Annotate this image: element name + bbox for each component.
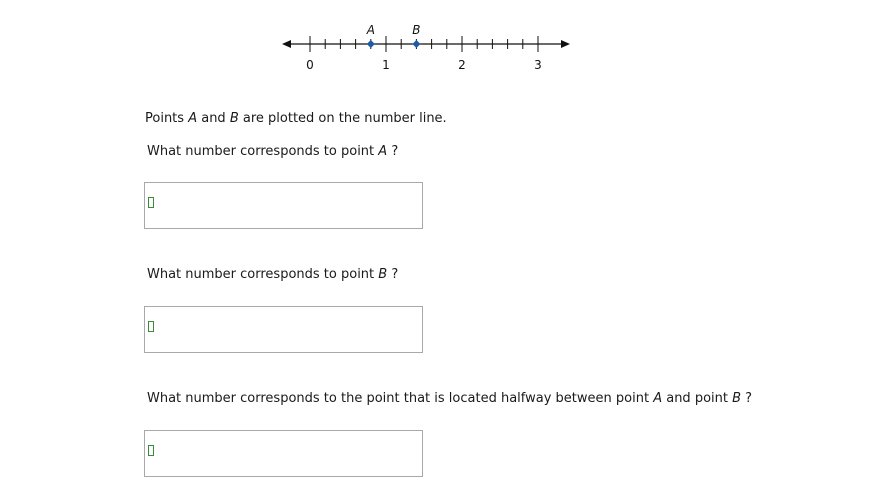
point-a-label: A <box>366 23 375 37</box>
question-1-text <box>147 144 398 160</box>
question-3-text <box>147 391 752 407</box>
tick-label: 1 <box>382 58 390 72</box>
answer-1-input[interactable] <box>144 182 423 229</box>
question-3-point-b: B <box>732 391 742 406</box>
intro-point-b: B <box>229 111 239 126</box>
question-3-point-a: A <box>653 391 663 406</box>
intro-point-a: A <box>188 111 198 126</box>
tick-label: 3 <box>534 58 542 72</box>
answer-2-input[interactable] <box>144 306 423 353</box>
text-cursor-icon <box>148 321 154 332</box>
intro-suffix: are plotted on the number line. <box>238 111 447 126</box>
question-2-point: B <box>378 267 388 282</box>
intro-prefix: Points <box>145 111 189 126</box>
question-2-suffix: ? <box>387 267 399 282</box>
point-b-label: B <box>412 23 421 37</box>
number-line <box>276 20 576 80</box>
text-cursor-icon <box>148 445 154 456</box>
question-1-prefix: What number corresponds to point <box>147 144 379 159</box>
question-1-point: A <box>378 144 388 159</box>
tick-label: 0 <box>306 58 314 72</box>
question-2-text <box>147 267 398 283</box>
point-b-marker <box>412 40 420 48</box>
arrow-right-icon <box>561 40 570 48</box>
question-1-suffix: ? <box>387 144 399 159</box>
question-3-middle: and point <box>662 391 733 406</box>
tick-label: 2 <box>458 58 466 72</box>
answer-3-input[interactable] <box>144 430 423 477</box>
point-a-marker <box>367 40 375 48</box>
intro-text <box>145 111 447 127</box>
text-cursor-icon <box>148 197 154 208</box>
arrow-left-icon <box>282 40 291 48</box>
question-3-prefix: What number corresponds to the point that is located halfway between point <box>147 391 654 406</box>
question-3-suffix: ? <box>741 391 753 406</box>
intro-middle: and <box>197 111 230 126</box>
question-2-prefix: What number corresponds to point <box>147 267 379 282</box>
